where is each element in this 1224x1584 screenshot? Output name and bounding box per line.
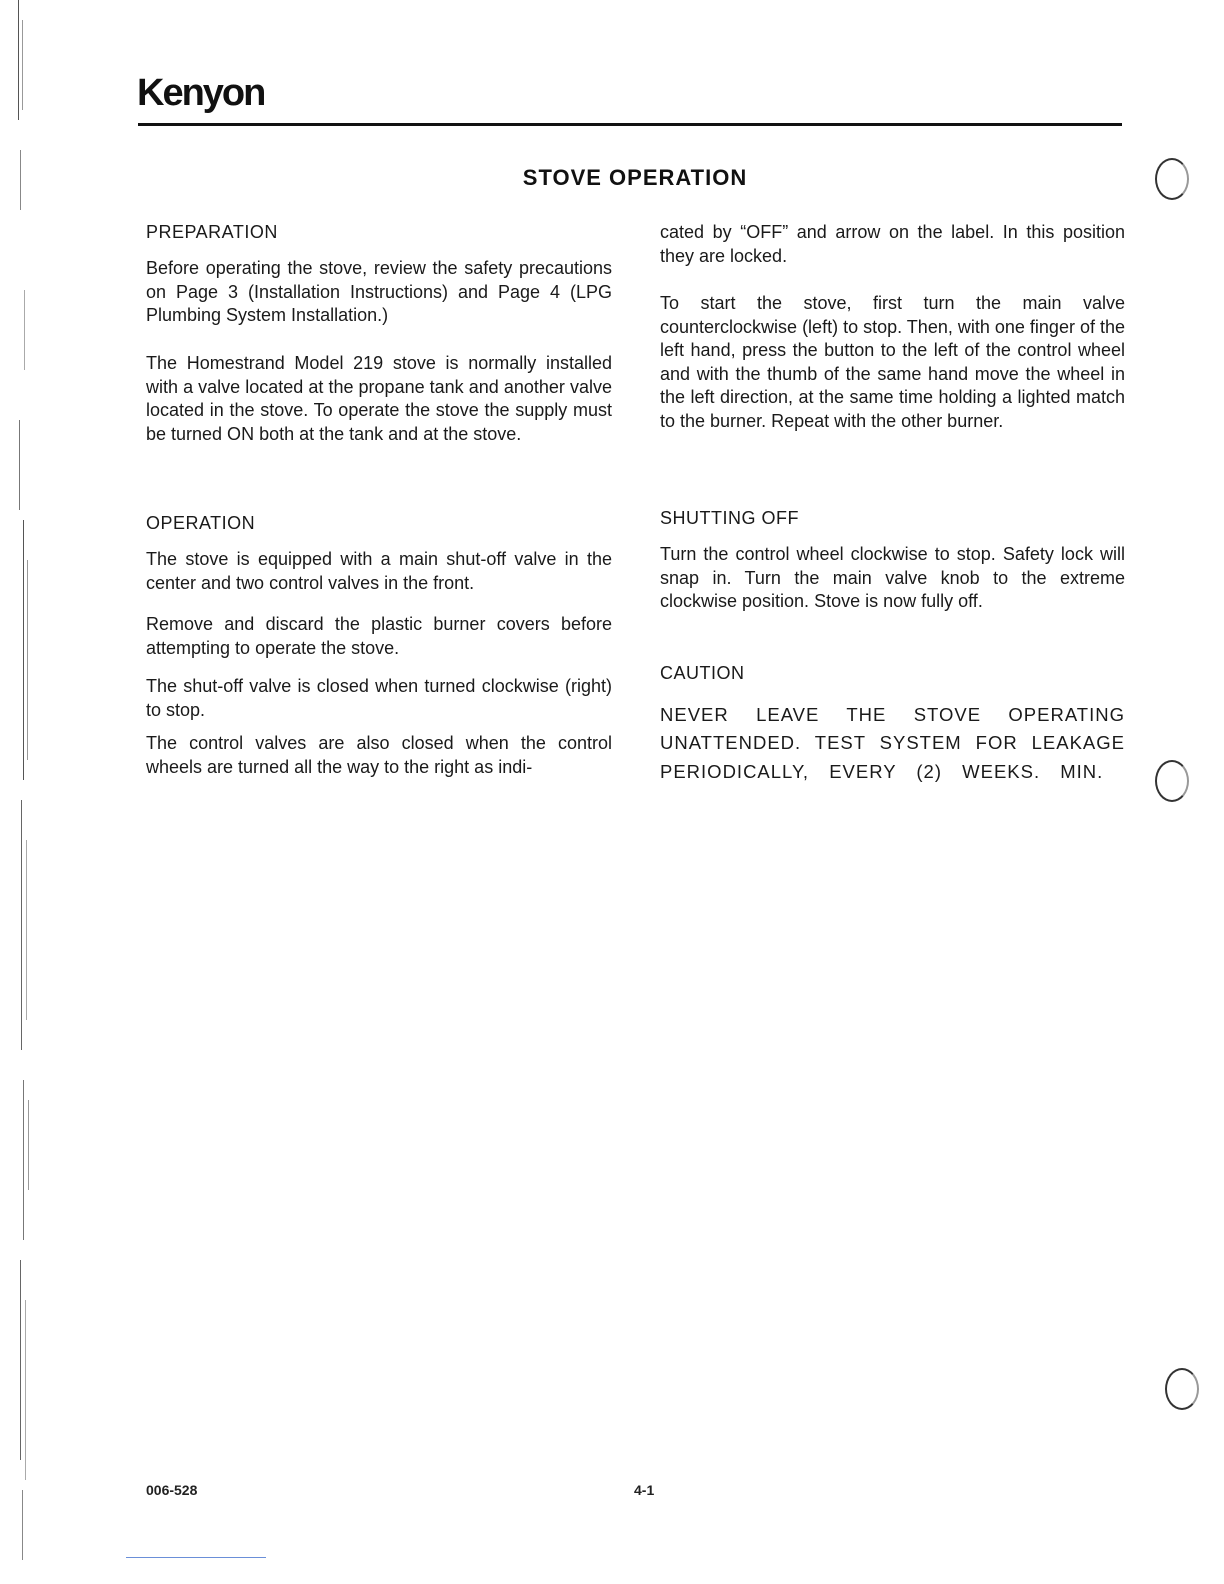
paragraph: Before operating the stove, review the safety precautions on Page 3 (Installation Instructions) and Page 4 (LPG Plumbing System Installation.) (146, 258, 612, 326)
binder-hole-icon (1155, 760, 1189, 802)
left-column (146, 0, 612, 1584)
caution-line: NEVER LEAVE THE STOVE OPERATING (660, 704, 1125, 725)
section-heading-caution: CAUTION (660, 663, 745, 683)
binder-hole-icon (1155, 158, 1189, 200)
brand-logo: Kenyon (137, 72, 265, 114)
paragraph: The stove is equipped with a main shut-off valve in the center and two control valves in the front. (146, 549, 612, 593)
section-heading-shutting-off: SHUTTING OFF (660, 508, 799, 528)
binder-hole-icon (1165, 1368, 1199, 1410)
section-heading-preparation: PREPARATION (146, 222, 278, 242)
doc-number: 006-528 (146, 1482, 198, 1498)
page-title: STOVE OPERATION (522, 165, 748, 190)
scan-binding-edge (18, 0, 38, 1584)
caution-line: UNATTENDED. TEST SYSTEM FOR LEAKAGE (660, 732, 1125, 753)
paragraph: The Homestrand Model 219 stove is normally installed with a valve located at the propane tank and another valve located in the stove. To operate the stove the supply must be turned ON both at the tank and at the stove. (146, 353, 612, 444)
paragraph: The control valves are also closed when the control wheels are turned all the way to the right as indi- (146, 733, 612, 777)
paragraph: To start the stove, first turn the main valve counterclockwise (left) to stop. Then, with one finger of the left hand, press the button to the left of the control wheel and with the thumb of the same hand move the wheel in the left direction, at the same time holding a lighted match to the burner. Repeat with the other burner. (660, 293, 1125, 431)
paragraph: The shut-off valve is closed when turned clockwise (right) to stop. (146, 676, 612, 720)
paragraph: cated by “OFF” and arrow on the label. In this position they are locked. (660, 222, 1125, 266)
right-column (660, 0, 1125, 1584)
paragraph: Remove and discard the plastic burner covers before attempting to operate the stove. (146, 614, 612, 658)
paragraph: Turn the control wheel clockwise to stop. Safety lock will snap in. Turn the main valve knob to the extreme clockwise position. Stove is now fully off. (660, 544, 1125, 612)
scan-artifact-line (126, 1557, 266, 1558)
page-number: 4-1 (634, 1482, 655, 1498)
section-heading-operation: OPERATION (146, 513, 256, 533)
caution-line: PERIODICALLY, EVERY (2) WEEKS. MIN. (660, 761, 1104, 782)
